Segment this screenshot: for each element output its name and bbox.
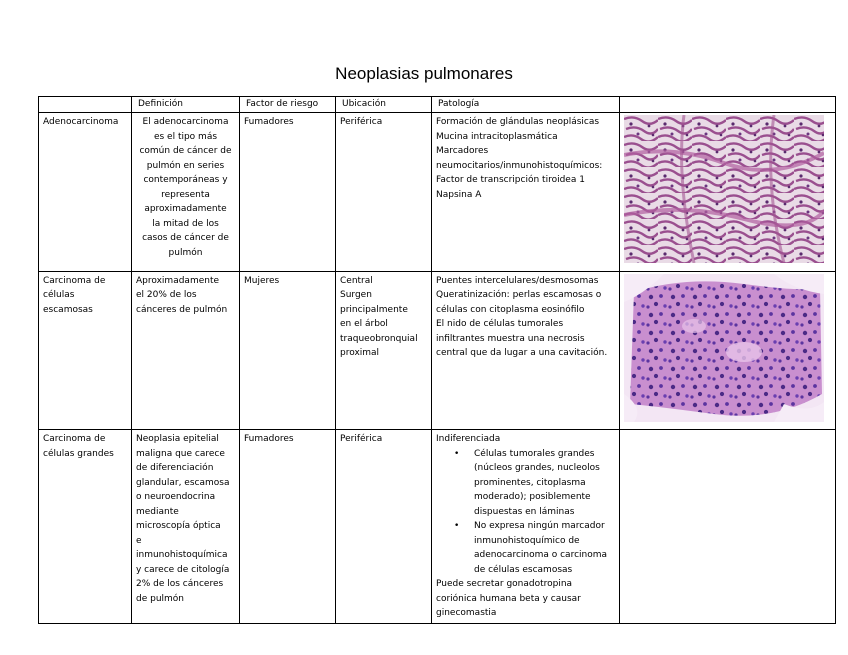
definition-line: inmunohistoquímica: [136, 550, 228, 560]
definition-line: 2% de los cánceres: [136, 579, 224, 589]
definition-line: el 20% de los: [136, 290, 197, 300]
location-line: Periférica: [340, 117, 383, 127]
squamous-histology-image: [624, 274, 824, 422]
bullet-line: de células escamosas: [474, 564, 573, 575]
risk-text: Mujeres: [244, 275, 280, 286]
image-cell: [620, 113, 836, 272]
definition-line: aproximadamente: [144, 204, 227, 214]
location-line: Surgen: [340, 290, 372, 300]
pathology-line: ginecomastia: [436, 608, 497, 618]
header-cell-empty: [39, 97, 132, 113]
definition-cell: [132, 271, 240, 430]
definition-line: representa: [161, 189, 210, 200]
definition-line: de diferenciación: [136, 463, 214, 473]
pathology-line: Napsina A: [436, 189, 482, 200]
definition-line: Neoplasia epitelial: [136, 434, 219, 444]
adenocarcinoma-histology-image: [624, 115, 824, 263]
row-name-large-cell: [39, 430, 132, 624]
risk-cell: [240, 271, 336, 430]
pathology-line: Marcadores: [436, 146, 489, 156]
header-definicion: Definición: [132, 97, 240, 113]
row-name-text: Adenocarcinoma: [43, 117, 119, 127]
location-cell: [336, 113, 432, 272]
table-row: [39, 271, 836, 430]
pathology-line: coriónica humana beta y causar: [436, 593, 581, 604]
pathology-line: Queratinización: perlas escamosas o: [436, 290, 602, 300]
table-row: [39, 113, 836, 272]
risk-cell: [240, 113, 336, 272]
risk-text: Fumadores: [244, 434, 294, 444]
row-name-line: Carcinoma de: [43, 275, 106, 286]
location-line: principalmente: [340, 304, 408, 315]
definition-line: cánceres de pulmón: [136, 304, 228, 315]
location-line: Central: [340, 275, 373, 286]
bullet-line: inmunohistoquímico de: [474, 535, 580, 546]
definition-line: maligna que carece: [136, 448, 225, 459]
pathology-line: infiltrantes muestra una necrosis: [436, 333, 585, 344]
bullet-line: moderado); posiblemente: [474, 492, 591, 502]
definition-line: glandular, escamosa: [136, 477, 230, 488]
neoplasias-table: [38, 96, 836, 624]
location-line: Periférica: [340, 434, 383, 444]
definition-line: y carece de citología: [136, 564, 230, 575]
pathology-cell: [432, 113, 620, 272]
definition-cell: [132, 430, 240, 624]
risk-cell: [240, 430, 336, 624]
risk-text: Fumadores: [244, 117, 294, 127]
pathology-line: células con citoplasma eosinófilo: [436, 304, 585, 315]
definition-line: El adenocarcinoma: [142, 117, 229, 127]
bullet-line: dispuestas en láminas: [474, 506, 575, 517]
bullet-line: prominentes, citoplasma: [474, 477, 586, 488]
pathology-line: Factor de transcripción tiroidea 1: [436, 175, 585, 185]
bullet-item: [474, 519, 615, 577]
pathology-cell: [432, 271, 620, 430]
row-name-line: células grandes: [43, 448, 114, 459]
pathology-line: Formación de glándulas neoplásicas: [436, 117, 600, 127]
bullet-line: • No expresa ningún marcador: [474, 521, 605, 531]
definition-line: pulmón en series: [146, 160, 225, 171]
pathology-line: central que da lugar a una cavitación.: [436, 348, 608, 358]
location-cell: [336, 271, 432, 430]
location-line: proximal: [340, 348, 380, 358]
bullet-line: • Células tumorales grandes: [474, 448, 595, 459]
image-cell: [620, 271, 836, 430]
table-row: [39, 430, 836, 624]
pathology-cell: [432, 430, 620, 624]
row-name-line: Carcinoma de: [43, 434, 106, 444]
header-patologia: Patología: [432, 97, 620, 113]
bullet-item: [474, 447, 615, 520]
definition-line: la mitad de los: [152, 218, 219, 229]
pathology-line: El nido de células tumorales: [436, 319, 564, 329]
bullet-line: adenocarcinoma o carcinoma: [474, 550, 608, 560]
pathology-line: Puede secretar gonadotropina: [436, 579, 573, 589]
definition-line: es el tipo más: [153, 131, 218, 142]
header-image-column: [620, 97, 836, 113]
definition-line: microscopía óptica: [136, 521, 221, 531]
pathology-line: neumocitarios/inmunohistoquímicos:: [436, 160, 603, 171]
page-title: Neoplasias pulmonares: [335, 64, 513, 83]
pathology-line: Indiferenciada: [436, 434, 501, 444]
location-cell: [336, 430, 432, 624]
location-line: en el árbol: [340, 319, 388, 329]
definition-line: de pulmón: [136, 593, 185, 604]
pathology-line: Mucina intracitoplasmática: [436, 131, 558, 142]
definition-line: Aproximadamente: [136, 275, 220, 286]
table-header-row: [39, 97, 836, 113]
definition-line: e: [136, 535, 142, 546]
definition-cell: [132, 113, 240, 272]
header-ubicacion: Ubicación: [336, 97, 432, 113]
definition-line: contemporáneas y: [143, 175, 228, 185]
definition-line: casos de cáncer de: [142, 233, 229, 243]
pathology-bullet-list: [436, 447, 615, 578]
image-cell-empty: [620, 430, 836, 624]
definition-line: pulmón: [168, 247, 203, 258]
definition-line: o neuroendocrina: [136, 492, 216, 502]
row-name-line: escamosas: [43, 304, 93, 315]
row-name-line: células: [43, 290, 75, 300]
row-name-adenocarcinoma: [39, 113, 132, 272]
bullet-line: (núcleos grandes, nucleolos: [474, 463, 600, 473]
definition-line: común de cáncer de: [139, 146, 232, 156]
pathology-line: Puentes intercelulares/desmosomas: [436, 275, 599, 286]
row-name-squamous: [39, 271, 132, 430]
header-factor-riesgo: Factor de riesgo: [240, 97, 336, 113]
definition-line: mediante: [136, 506, 179, 517]
location-line: traqueobronquial: [340, 333, 418, 344]
